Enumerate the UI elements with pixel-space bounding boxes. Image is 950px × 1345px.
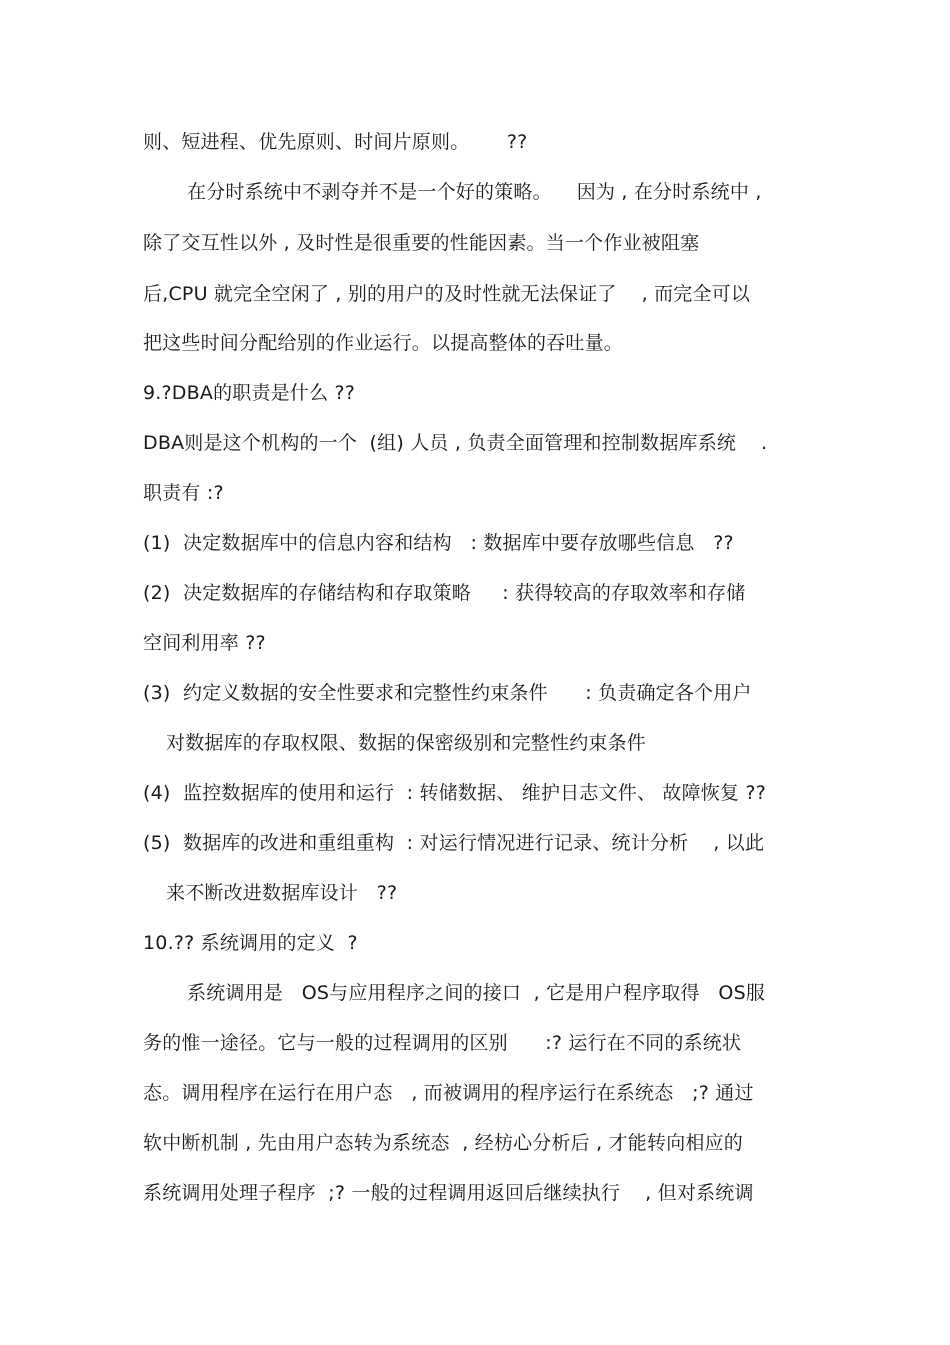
text-line: 职责有 :? xyxy=(143,482,224,504)
text-line: DBA则是这个机构的一个 (组) 人员 , 负责全面管理和控制数据库系统 . xyxy=(143,432,768,454)
list-item: (1) 决定数据库中的信息内容和结构 : 数据库中要存放哪些信息 ?? xyxy=(143,532,734,554)
text-line: 除了交互性以外 , 及时性是很重要的性能因素。当一个作业被阻塞 xyxy=(143,232,700,254)
text-line: 对数据库的存取权限、数据的保密级别和完整性约束条件 xyxy=(166,732,647,754)
text-line: 软中断机制 , 先由用户态转为系统态 , 经枋心分析后 , 才能转向相应的 xyxy=(143,1132,743,1154)
question-heading: 10.?? 系统调用的定义 ? xyxy=(143,932,358,954)
text-line: 务的惟一途径。它与一般的过程调用的区别 :? 运行在不同的系统状 xyxy=(143,1032,742,1054)
list-item: (2) 决定数据库的存储结构和存取策略 : 获得较高的存取效率和存储 xyxy=(143,582,746,604)
text-line: 在分时系统中不剥夺并不是一个好的策略。 因为 , 在分时系统中 , xyxy=(187,181,762,203)
list-item: (5) 数据库的改进和重组重构 : 对运行情况进行记录、统计分析 , 以此 xyxy=(143,832,765,854)
text-line: 把这些时间分配给别的作业运行。以提高整体的吞吐量。 xyxy=(143,332,624,354)
question-heading: 9.?DBA的职责是什么 ?? xyxy=(143,382,356,404)
list-item: (3) 约定义数据的安全性要求和完整性约束条件 : 负责确定各个用户 xyxy=(143,682,752,704)
text-line: 系统调用是 OS与应用程序之间的接口 , 它是用户程序取得 OS服 xyxy=(187,982,766,1004)
text-line: 系统调用处理子程序 ;? 一般的过程调用返回后继续执行 , 但对系统调 xyxy=(143,1182,754,1204)
text-line: 来不断改进数据库设计 ?? xyxy=(166,882,398,904)
list-item: (4) 监控数据库的使用和运行 : 转储数据、 维护日志文件、 故障恢复 ?? xyxy=(143,782,767,804)
text-line: 态。调用程序在运行在用户态 , 而被调用的程序运行在系统态 ;? 通过 xyxy=(143,1082,754,1104)
text-line: 后,CPU 就完全空闲了 , 别的用户的及时性就无法保证了 , 而完全可以 xyxy=(143,283,751,305)
text-line: 则、短进程、优先原则、时间片原则。 ?? xyxy=(143,131,528,153)
text-line: 空间利用率 ?? xyxy=(143,632,266,654)
